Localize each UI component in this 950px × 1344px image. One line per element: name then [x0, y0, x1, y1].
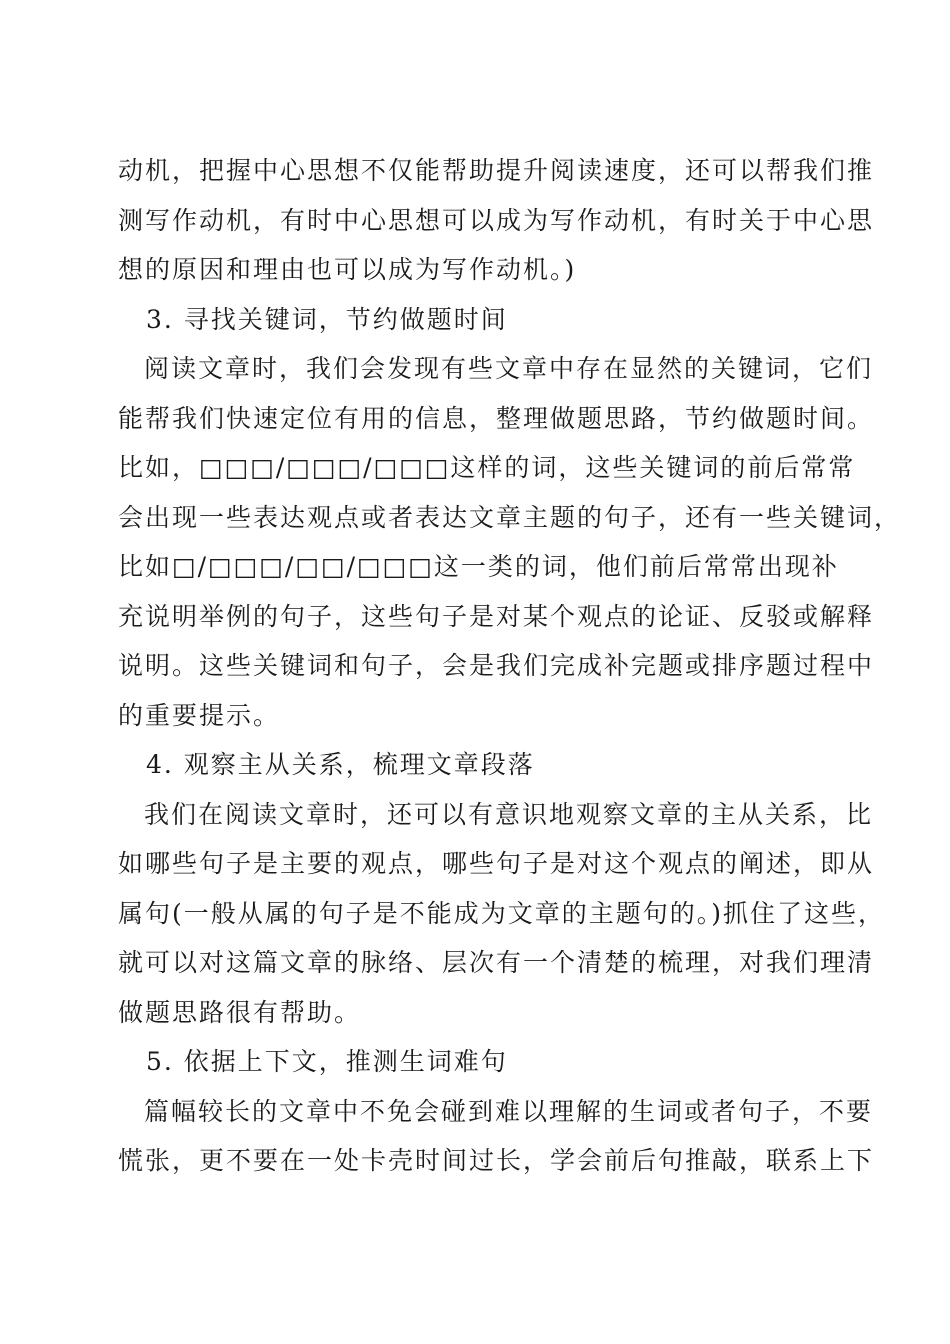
text-line: 就可以对这篇文章的脉络、层次有一个清楚的梳理，对我们理清 [118, 948, 875, 977]
section-heading-3: 3. 寻找关键词，节约做题时间 [146, 304, 508, 334]
text-line: 想的原因和理由也可以成为写作动机。) [118, 255, 577, 284]
text-line: 测写作动机，有时中心思想可以成为写作动机，有时关于中心思 [118, 205, 875, 235]
text-line: 属句(一般从属的句子是不能成为文章的主题句的。)抓住了这些， [118, 898, 886, 928]
text-line: 比如□/□□□/□□/□□□这一类的词，他们前后常常出现补 [118, 552, 839, 581]
text-line: 慌张，更不要在一处卡壳时间过长，学会前后句推敲，联系上下 [118, 1146, 875, 1175]
paragraph-first-line: 阅读文章时，我们会发现有些文章中存在显然的关键词，它们 [144, 354, 874, 383]
paragraph-first-line: 篇幅较长的文章中不免会碰到难以理解的生词或者句子，不要 [144, 1096, 874, 1126]
section-heading-4: 4. 观察主从关系，梳理文章段落 [146, 750, 535, 779]
text-line: 如哪些句子是主要的观点，哪些句子是对这个观点的阐述，即从 [118, 849, 875, 878]
text-line: 说明。这些关键词和句子，会是我们完成补完题或排序题过程中 [118, 651, 875, 680]
paragraph-first-line: 我们在阅读文章时，还可以有意识地观察文章的主从关系，比 [144, 799, 874, 829]
text-line: 动机，把握中心思想不仅能帮助提升阅读速度，还可以帮我们推 [118, 156, 875, 185]
text-line: 的重要提示。 [118, 700, 281, 730]
document-body [118, 146, 902, 1186]
section-heading-5: 5. 依据上下文，推测生词难句 [146, 1047, 508, 1076]
text-line: 充说明举例的句子，这些句子是对某个观点的论证、反驳或解释 [118, 601, 875, 631]
text-line: 做题思路很有帮助。 [118, 997, 362, 1027]
text-line: 能帮我们快速定位有用的信息，整理做题思路，节约做题时间。 [118, 403, 875, 433]
text-line: 比如，□□□/□□□/□□□这样的词，这些关键词的前后常常 [118, 453, 856, 482]
text-line: 会出现一些表达观点或者表达文章主题的句子，还有一些关键词， [118, 502, 902, 532]
